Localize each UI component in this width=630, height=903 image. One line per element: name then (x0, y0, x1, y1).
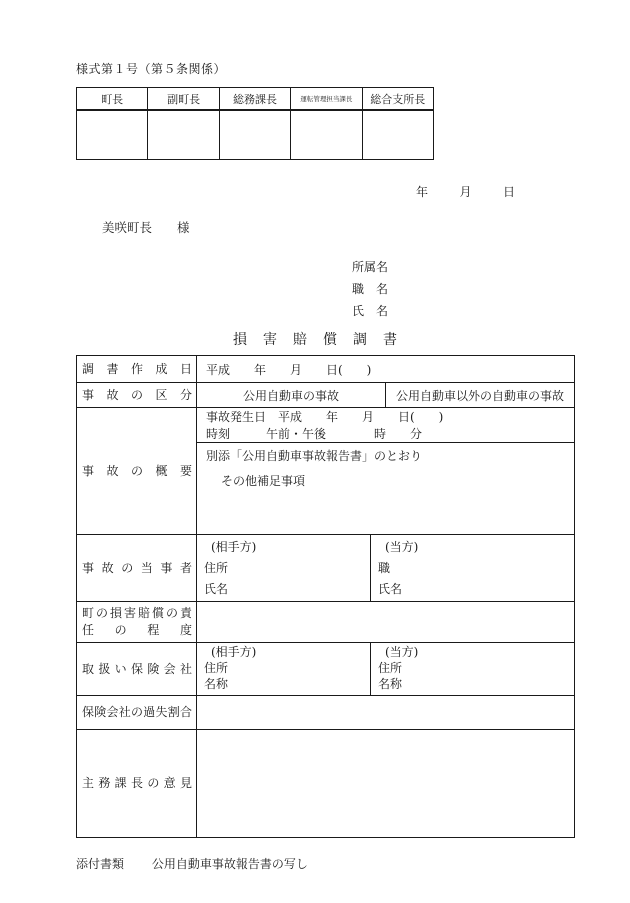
approval-header-mayor: 町長 (77, 88, 148, 111)
row-accident-summary-label: 事故の概要 (77, 408, 197, 534)
summary-reference-line: 別添「公用自動車事故報告書」のとおり (206, 449, 423, 463)
insurer-our-side-title: (当方) (385, 645, 419, 659)
accident-category-other-vehicle: 公用自動車以外の自動車の事故 (395, 388, 564, 403)
row-fault-ratio-label: 保険会社の過失割合 (77, 696, 197, 729)
attachment-value: 公用自動車事故報告書の写し (151, 857, 308, 871)
row-accident-parties (77, 535, 574, 602)
approval-stamp-row (77, 110, 434, 160)
sender-name: 氏 名 (352, 304, 389, 318)
party-other-side-title: (相手方) (211, 540, 257, 554)
row-accident-category-label: 事故の区分 (77, 383, 197, 407)
approval-header-general-affairs-chief: 総務課長 (219, 88, 290, 111)
party-other-side-name: 氏名 (204, 582, 229, 596)
row-report-date-label: 調書作成日 (77, 356, 197, 382)
sender-block (352, 256, 388, 322)
sender-affiliation: 所属名 (352, 260, 389, 274)
insurer-other-side-name: 名称 (204, 677, 229, 691)
party-our-side-title: (当方) (385, 540, 419, 554)
party-our-side-name: 氏名 (378, 582, 403, 596)
row-fault-ratio-value (197, 696, 574, 729)
row-report-date (77, 356, 574, 383)
approval-stamp-cell-mayor (77, 110, 148, 160)
party-our-side-position: 職 (378, 561, 391, 575)
approval-stamp-cell-deputy-mayor (148, 110, 219, 160)
row-section-chief-opinion-label: 主務課長の意見 (77, 730, 197, 837)
row-town-liability-value (197, 602, 574, 642)
accident-datetime-cell (197, 408, 574, 443)
approval-header-deputy-mayor: 副町長 (148, 88, 219, 111)
row-fault-ratio (77, 696, 574, 730)
form-number: 様式第１号（第５条関係） (76, 62, 227, 76)
insurer-our-side-cell (371, 643, 574, 695)
row-report-date-value: 平成 年 月 日( ) (206, 362, 372, 377)
row-town-liability-label: 町の損害賠償の責 任の程度 (77, 602, 197, 642)
insurer-our-side-address: 住所 (378, 661, 403, 675)
date-line: 年 月 日 (416, 185, 518, 199)
main-form-table (76, 355, 575, 838)
row-town-liability (77, 602, 574, 643)
row-accident-summary (77, 408, 574, 535)
row-section-chief-opinion (77, 730, 574, 837)
insurer-our-side-name: 名称 (378, 677, 403, 691)
party-our-side-cell (371, 535, 574, 601)
approval-header-row (77, 88, 434, 111)
row-insurance-company (77, 643, 574, 696)
party-other-side-address: 住所 (204, 561, 229, 575)
approval-stamp-cell-general-affairs-chief (219, 110, 290, 160)
party-other-side-cell (197, 535, 371, 601)
accident-summary-cell (197, 443, 574, 534)
row-accident-category (77, 383, 574, 408)
approval-stamp-cell-driving-management-chief (291, 110, 362, 160)
row-insurance-company-label: 取扱い保険会社 (77, 643, 197, 695)
attachment-line (76, 855, 308, 872)
insurer-other-side-address: 住所 (204, 661, 229, 675)
row-section-chief-opinion-value (197, 730, 574, 837)
row-accident-parties-label: 事故の当事者 (77, 535, 197, 601)
attachment-label: 添付書類 (76, 857, 125, 871)
accident-date-line: 事故発生日 平成 年 月 日( ) (206, 410, 444, 424)
sender-position: 職 名 (352, 282, 389, 296)
approval-header-driving-management-chief: 運転管理担当課長 (291, 88, 362, 111)
approval-stamp-cell-branch-office-chief (362, 110, 433, 160)
addressee: 美咲町長 様 (102, 220, 190, 235)
accident-category-official-vehicle: 公用自動車の事故 (197, 383, 386, 407)
accident-time-line: 時刻 午前・午後 時 分 (206, 427, 423, 441)
approval-header-branch-office-chief: 総合支所長 (362, 88, 433, 111)
insurer-other-side-cell (197, 643, 371, 695)
document-title: 損害賠償調書 (233, 332, 413, 348)
approval-stamp-table (76, 87, 434, 160)
insurer-other-side-title: (相手方) (211, 645, 257, 659)
summary-supplement-line: その他補足事項 (221, 474, 306, 488)
